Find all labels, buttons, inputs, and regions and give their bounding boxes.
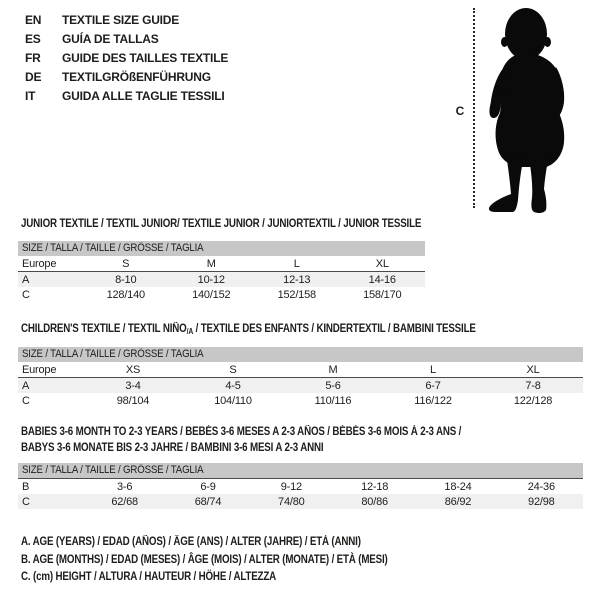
title-text: / TEXTILE DES ENFANTS / KINDERTEXTIL / BAMBINI TESSILE [193,323,476,335]
row-label-cell: B [22,480,30,493]
table-row-height [18,494,583,509]
row-label-cell: A [22,273,30,286]
language-label: TEXTILGRÖßENFÜHRUNG [62,69,211,84]
language-label: GUIDA ALLE TAGLIE TESSILI [62,88,225,103]
language-list [25,10,228,105]
value-cell: 152/158 [277,288,316,301]
value-cell: 68/74 [194,495,222,508]
value-cell: 104/110 [214,394,252,407]
value-cell: S [122,257,130,270]
language-row-fr [25,48,228,67]
value-cell: 6-9 [200,480,216,493]
table-row-europe [18,362,583,378]
value-cell: 98/104 [116,394,150,407]
junior-table-title: JUNIOR TEXTILE / TEXTIL JUNIOR/ TEXTILE JUNIOR / JUNIORTEXTIL / JUNIOR TESSILE [21,218,422,230]
value-cell: 7-8 [525,379,541,392]
value-cell: 18-24 [444,480,472,493]
height-measure-label: C [455,104,465,118]
value-cell: 6-7 [425,379,441,392]
title-text: CHILDREN'S TEXTILE / TEXTIL NIÑO [21,323,187,335]
value-cell: XL [375,257,389,270]
size-header-bar [18,241,425,256]
table-row-height [18,393,583,408]
junior-size-table [18,241,425,302]
baby-right-leg [529,155,549,213]
value-cell: 12-18 [361,480,389,493]
table-row-age [18,378,583,394]
size-header-bar [18,347,583,362]
baby-head [505,8,547,60]
value-cell: 92/98 [528,495,555,508]
babies-title-line2: BABYS 3-6 MONATE BIS 2-3 JAHRE / BAMBINI 3-6 MESI A 2-3 ANNI [21,442,324,454]
table-row-age [18,272,425,288]
row-label-cell: Europe [22,363,57,376]
value-cell: XS [125,363,141,376]
row-label-cell: C [22,288,30,301]
toddler-silhouette-icon [486,5,600,213]
language-row-it [25,86,228,105]
language-row-es [25,29,228,48]
value-cell: 140/152 [192,288,231,301]
language-label: GUÍA DE TALLAS [62,31,159,46]
legend-line-b: B. AGE (MONTHS) / EDAD (MESES) / ÂGE (MOIS) / ALTER (MONATE) / ETÀ (MESI) [21,553,388,566]
value-cell: S [229,363,237,376]
height-dotted-line [473,8,475,208]
baby-right-ear [544,37,551,47]
children-size-table [18,347,583,408]
value-cell: 116/122 [414,394,452,407]
value-cell: M [206,257,216,270]
baby-left-ear [501,37,508,47]
value-cell: M [328,363,338,376]
babies-size-table [18,463,583,509]
language-code: EN [25,12,42,27]
row-label-cell: C [22,495,30,508]
row-label-cell: Europe [22,257,57,270]
legend-line-a: A. AGE (YEARS) / EDAD (AÑOS) / ÂGE (ANS) / ALTER (JAHRE) / ETÀ (ANNI) [21,536,361,548]
children-table-title [21,321,476,340]
value-cell: 86/92 [444,495,472,508]
babies-table-title [21,424,461,456]
value-cell: 4-5 [225,379,241,392]
value-cell: 74/80 [278,495,305,508]
size-header-label: SIZE / TALLA / TAILLE / GRÖSSE / TAGLIA [22,348,204,360]
value-cell: L [430,363,436,376]
babies-title-line1: BABIES 3-6 MONTH TO 2-3 YEARS / BEBÉS 3-6 MESES A 2-3 AÑOS / BÉBÉS 3-6 MOIS À 2-3 ANS / [21,426,462,438]
language-code: FR [25,50,41,65]
value-cell: 8-10 [115,273,137,286]
language-label: TEXTILE SIZE GUIDE [62,12,180,27]
row-label-cell: A [22,379,30,392]
table-row-age-months [18,479,583,494]
language-code: DE [25,69,42,84]
value-cell: 3-6 [117,480,133,493]
language-label: GUIDE DES TAILLES TEXTILE [62,50,229,65]
legend-line-c: C. (cm) HEIGHT / ALTURA / HAUTEUR / HÖHE / ALTEZZA [21,571,277,583]
language-row-de [25,67,228,86]
value-cell: 62/68 [111,495,138,508]
table-row-height [18,287,425,302]
value-cell: 12-13 [283,273,311,286]
size-header-bar [18,463,583,479]
value-cell: 3-4 [125,379,141,392]
language-code: IT [25,88,36,103]
row-label-cell: C [22,394,30,407]
language-row-en [25,10,228,29]
title-subscript: /A [186,327,194,336]
value-cell: 14-16 [368,273,396,286]
value-cell: XL [526,363,540,376]
value-cell: 122/128 [513,394,553,407]
value-cell: 110/116 [314,394,352,407]
value-cell: L [293,257,300,270]
value-cell: 5-6 [325,379,341,392]
language-code: ES [25,31,41,46]
value-cell: 80/86 [361,495,388,508]
value-cell: 128/140 [106,288,145,301]
size-header-label: SIZE / TALLA / TAILLE / GRÖSSE / TAGLIA [22,464,204,476]
measurement-legend [21,534,388,587]
value-cell: 9-12 [280,480,302,493]
value-cell: 158/170 [363,288,402,301]
value-cell: 24-36 [527,480,555,493]
size-header-label: SIZE / TALLA / TAILLE / GRÖSSE / TAGLIA [22,242,204,254]
value-cell: 10-12 [197,273,225,286]
table-row-europe [18,256,425,272]
